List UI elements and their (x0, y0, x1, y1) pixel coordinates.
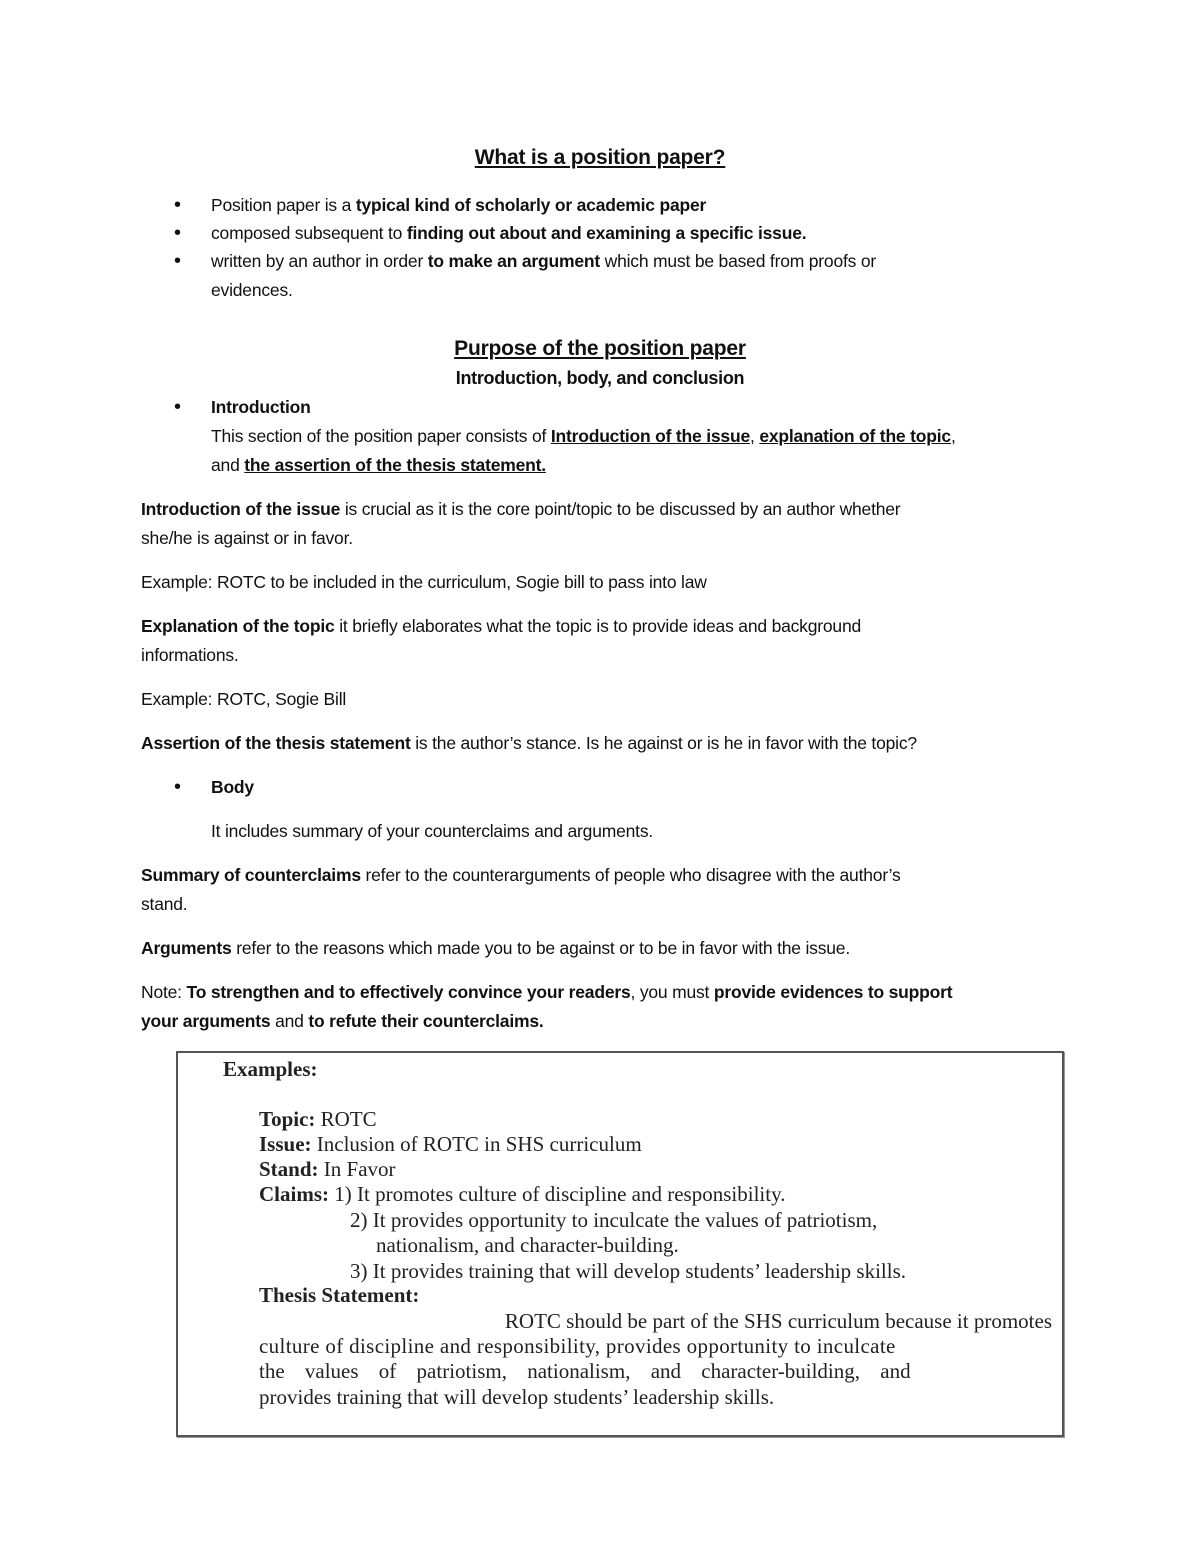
examples-figure (176, 1051, 1064, 1437)
example-thesis-line1: ROTC should be part of the SHS curriculum because it promotes (504, 1309, 1052, 1333)
paragraph-issue-line2: she/he is against or in favor. (141, 528, 353, 548)
bullet-icon: • (174, 776, 182, 798)
example-issue: Issue: Inclusion of ROTC in SHS curriculum (259, 1132, 642, 1156)
example-thesis-line4: provides training that will develop students’ leadership skills. (259, 1385, 775, 1409)
example-topic: Topic: ROTC (259, 1107, 377, 1131)
section-title: Purpose of the position paper (454, 337, 746, 360)
bullet-icon: • (174, 194, 182, 216)
list-item-body: Body (211, 777, 254, 797)
list-item: Position paper is a typical kind of scholarly or academic paper (211, 195, 707, 215)
paragraph-summary: Summary of counterclaims refer to the counterarguments of people who disagree with the author’s (141, 865, 901, 885)
example-thesis-line3: the values of patriotism, nationalism, and character-building, and (259, 1359, 911, 1383)
paragraph-explanation: Explanation of the topic it briefly elaborates what the topic is to provide ideas and background (141, 616, 862, 636)
example-claim-2-cont: nationalism, and character-building. (376, 1233, 679, 1257)
example-claims: Claims: 1) It promotes culture of discipline and responsibility. (259, 1182, 786, 1206)
body-description: It includes summary of your counterclaims and arguments. (211, 821, 654, 841)
note-paragraph: Note: To strengthen and to effectively convince your readers, you must provide evidences to support (141, 982, 953, 1002)
paragraph-arguments: Arguments refer to the reasons which made you to be against or to be in favor with the issue. (141, 938, 850, 958)
list-item: written by an author in order to make an argument which must be based from proofs or (211, 251, 877, 271)
paragraph-assertion: Assertion of the thesis statement is the author’s stance. Is he against or is he in favor with the topic? (141, 733, 917, 753)
example-thesis-label: Thesis Statement: (259, 1283, 420, 1307)
examples-heading: Examples: (223, 1057, 318, 1081)
example-text: Example: ROTC to be included in the curriculum, Sogie bill to pass into law (141, 572, 707, 592)
paragraph-summary-line2: stand. (141, 894, 188, 914)
paragraph-explanation-line2: informations. (141, 645, 239, 665)
example-claim-3: 3) It provides training that will develop students’ leadership skills. (350, 1259, 907, 1283)
bullet-icon: • (174, 222, 182, 244)
example-claim-2: 2) It provides opportunity to inculcate the values of patriotism, (350, 1208, 878, 1232)
introduction-description: This section of the position paper consists of Introduction of the issue, explanation of the topic, (211, 426, 956, 446)
page-title: What is a position paper? (474, 146, 726, 169)
example-thesis-line2: culture of discipline and responsibility, provides opportunity to inculcate (259, 1334, 896, 1358)
list-item-continuation: evidences. (211, 280, 293, 300)
bullet-icon: • (174, 396, 182, 418)
example-text: Example: ROTC, Sogie Bill (141, 689, 347, 709)
note-paragraph-line2: your arguments and to refute their counterclaims. (141, 1011, 544, 1031)
paragraph-issue: Introduction of the issue is crucial as it is the core point/topic to be discussed by an author whether (141, 499, 901, 519)
introduction-description-line2: and the assertion of the thesis statement. (211, 455, 546, 475)
example-stand: Stand: In Favor (259, 1157, 396, 1181)
list-item-introduction: Introduction (211, 397, 311, 417)
section-subtitle: Introduction, body, and conclusion (455, 368, 745, 388)
list-item: composed subsequent to finding out about and examining a specific issue. (211, 223, 807, 243)
bullet-icon: • (174, 250, 182, 272)
